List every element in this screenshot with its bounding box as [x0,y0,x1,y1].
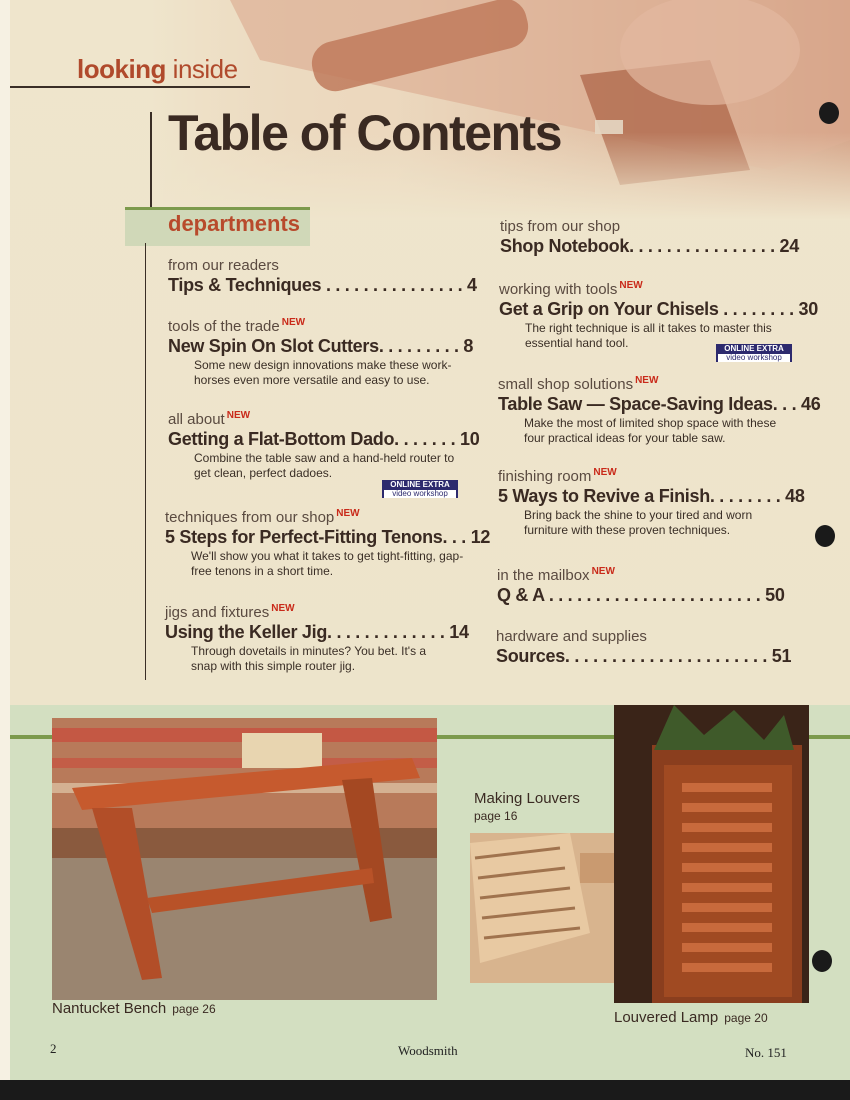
entry-description: Combine the table saw and a hand-held router to get clean, perfect dadoes. [194,451,455,480]
toc-entry-tenons[interactable] [165,508,490,579]
entry-description: We'll show you what it takes to get tight-fitting, gap-free tenons in a short time. [191,549,464,578]
issue-number: No. 151 [745,1045,787,1060]
entry-kicker-text: jigs and fixtures [165,604,270,621]
binder-hole [819,102,839,124]
entry-title[interactable]: Table Saw — Space-Saving Ideas. . . 46 [498,394,821,414]
caption-making-louvers-title[interactable]: Making Louvers [474,790,580,807]
entry-title[interactable]: 5 Steps for Perfect-Fitting Tenons. . . 12 [165,527,491,547]
entry-kicker-text: working with tools [499,281,618,298]
badge-line2: video workshop [718,354,790,362]
scan-bottom-edge [0,1080,850,1100]
entry-kicker [497,566,785,584]
new-badge: NEW [336,508,360,519]
entry-kicker: from our readers [168,257,279,274]
entry-description: Make the most of limited shop space with these four practical ideas for your table saw. [524,416,777,445]
entry-kicker [168,410,479,428]
entry-title[interactable]: 5 Ways to Revive a Finish. . . . . . . . 48 [498,486,805,506]
caption-title: Nantucket Bench [52,1000,167,1017]
entry-description: Through dovetails in minutes? You bet. It's a snap with this simple router jig. [191,644,427,673]
header-rule [10,86,250,88]
nantucket-bench-photo[interactable] [52,718,437,1000]
toc-entry-keller-jig[interactable] [165,603,469,674]
entry-description: The right technique is all it takes to master this essential hand tool. [525,321,772,350]
entry-kicker-text: all about [168,411,225,428]
online-extra-badge[interactable] [716,344,792,362]
entry-kicker-text: finishing room [498,468,592,485]
new-badge: NEW [619,280,643,291]
entry-title[interactable]: Get a Grip on Your Chisels . . . . . . . . 30 [499,299,818,319]
toc-entry-table-saw[interactable] [498,375,820,446]
page-number: 2 [50,1041,57,1056]
binder-hole [815,525,835,547]
entry-title[interactable]: Tips & Techniques . . . . . . . . . . . . . . . 4 [168,275,477,295]
toc-entry-sources[interactable] [496,628,791,667]
badge-line1: ONLINE EXTRA [390,480,450,489]
header-vertical-rule [150,112,152,212]
toc-entry-shop-notebook[interactable] [500,218,799,257]
section-kicker [77,54,238,85]
caption-page: page 26 [172,1002,216,1016]
entry-kicker-text: techniques from our shop [165,509,335,526]
online-extra-badge[interactable] [382,480,458,498]
new-badge: NEW [271,603,295,614]
entry-description: Bring back the shine to your tired and worn furniture with these proven techniques. [524,508,753,537]
binder-hole [812,950,832,972]
making-louvers-photo[interactable] [470,833,633,983]
toc-entry-slot-cutters[interactable] [168,317,473,388]
new-badge: NEW [226,410,251,421]
entry-description: Some new design innovations make these work-horses even more versatile and easy to use. [194,358,452,387]
page-title: Table of Contents [168,105,562,161]
entry-title[interactable]: Sources. . . . . . . . . . . . . . . . . . . . . . 51 [496,646,792,666]
entry-kicker-text: in the mailbox [497,567,590,584]
page-edge [0,0,10,1100]
caption-title: Louvered Lamp [614,1009,719,1026]
toc-entry-chisels[interactable] [499,280,818,351]
caption-louvered-lamp[interactable] [614,1009,768,1026]
entry-kicker-text: tools of the trade [168,318,280,335]
departments-label: departments [168,211,301,236]
caption-making-louvers-page: page 16 [474,809,518,823]
entry-kicker: tips from our shop [500,218,621,235]
toc-entry-flat-bottom-dado[interactable] [168,410,479,481]
entry-title[interactable]: Getting a Flat-Bottom Dado. . . . . . . 10 [168,429,480,449]
new-badge: NEW [593,467,617,478]
entry-kicker [499,280,818,298]
section-kicker-rest: inside [165,54,238,84]
section-kicker-bold: looking [77,54,166,84]
new-badge: NEW [281,317,306,328]
entry-kicker [165,508,490,526]
entry-kicker: hardware and supplies [496,628,647,645]
entry-kicker-text: small shop solutions [498,376,634,393]
entry-title[interactable]: New Spin On Slot Cutters. . . . . . . . . 8 [168,336,474,356]
entry-kicker [498,375,820,393]
entry-kicker [498,467,805,485]
entry-title[interactable]: Shop Notebook. . . . . . . . . . . . . . . . 24 [500,236,799,256]
entry-kicker [168,317,473,335]
badge-line2: video workshop [384,490,456,498]
entry-title[interactable]: Q & A . . . . . . . . . . . . . . . . . . . . . . . 50 [497,585,785,605]
louvered-lamp-photo[interactable] [614,705,809,1003]
toc-entry-tips-techniques[interactable] [168,257,477,296]
badge-line1: ONLINE EXTRA [724,344,784,353]
entry-kicker [165,603,469,621]
magazine-name: Woodsmith [398,1043,458,1058]
entry-title[interactable]: Using the Keller Jig. . . . . . . . . . . . . 14 [165,622,469,642]
new-badge: NEW [591,566,615,577]
column-rule [145,243,146,680]
toc-entry-revive-finish[interactable] [498,467,805,538]
caption-page: page 20 [724,1011,768,1025]
new-badge: NEW [635,375,659,386]
toc-entry-q-and-a[interactable] [497,566,785,606]
caption-nantucket-bench[interactable] [52,1000,216,1017]
